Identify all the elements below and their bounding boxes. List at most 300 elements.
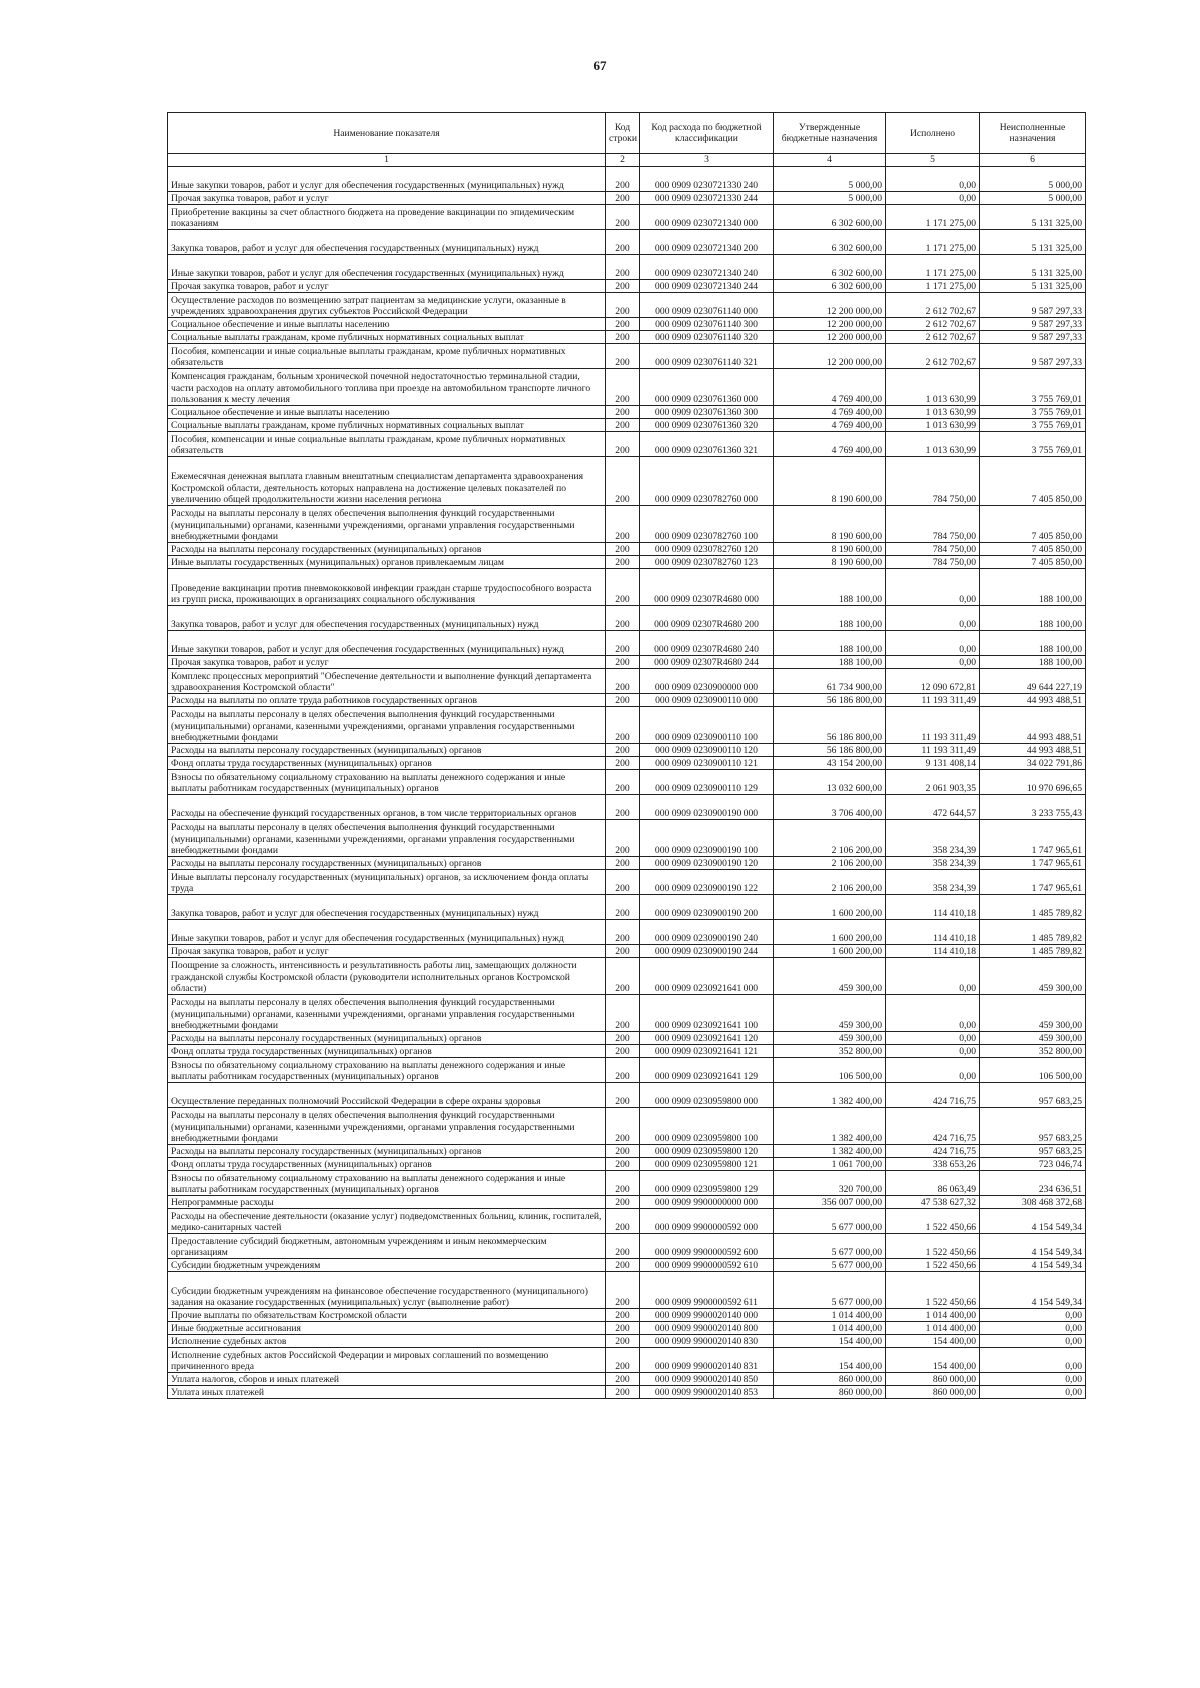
row-unexecuted: 957 683,25 [980,1108,1086,1145]
page-number: 67 [593,58,607,73]
row-kbk: 000 0909 02307R4680 000 [640,569,774,606]
row-name: Пособия, компенсации и иные социальные выплаты гражданам, кроме публичных нормативных обязательств [168,432,606,457]
row-unexecuted: 3 755 769,01 [980,406,1086,419]
row-approved: 8 190 600,00 [774,543,886,556]
row-code: 200 [606,857,640,870]
table-row [168,1108,1086,1145]
row-name: Иные выплаты персоналу государственных (муниципальных) органов, за исключением фонда оплаты труда [168,870,606,895]
row-kbk: 000 0909 0230721340 000 [640,205,774,230]
header-name: Наименование показателя [168,113,606,154]
row-name: Прочая закупка товаров, работ и услуг [168,192,606,205]
table-row [168,1272,1086,1309]
row-approved: 5 677 000,00 [774,1234,886,1259]
row-kbk: 000 0909 0230959800 121 [640,1158,774,1171]
row-code: 200 [606,656,640,669]
row-name: Взносы по обязательному социальному страхованию на выплаты денежного содержания и иные выплаты работникам государственных (муниципальных) органов [168,1171,606,1196]
table-row [168,318,1086,331]
row-unexecuted: 5 000,00 [980,192,1086,205]
table-row [168,1259,1086,1272]
row-name: Прочая закупка товаров, работ и услуг [168,656,606,669]
row-executed: 154 400,00 [886,1335,980,1348]
row-approved: 6 302 600,00 [774,205,886,230]
column-number: 6 [980,154,1086,167]
row-name: Непрограммные расходы [168,1196,606,1209]
row-executed: 0,00 [886,569,980,606]
table-row [168,820,1086,857]
row-code: 200 [606,432,640,457]
row-executed: 12 090 672,81 [886,669,980,694]
row-executed: 1 171 275,00 [886,280,980,293]
row-code: 200 [606,192,640,205]
row-approved: 56 186 800,00 [774,707,886,744]
row-code: 200 [606,744,640,757]
row-executed: 358 234,39 [886,857,980,870]
table-row [168,1032,1086,1045]
row-name: Расходы на выплаты персоналу в целях обеспечения выполнения функций государственными (муниципальными) органами, казенными учреждениями, органами управления государственными внебюджетными фондами [168,820,606,857]
table-row [168,1196,1086,1209]
row-code: 200 [606,1108,640,1145]
row-kbk: 000 0909 0230761360 000 [640,369,774,406]
row-code: 200 [606,770,640,795]
row-unexecuted: 7 405 850,00 [980,457,1086,506]
row-name: Социальное обеспечение и иные выплаты населению [168,406,606,419]
row-unexecuted: 352 800,00 [980,1045,1086,1058]
row-approved: 352 800,00 [774,1045,886,1058]
row-approved: 459 300,00 [774,958,886,995]
row-kbk: 000 0909 0230761360 321 [640,432,774,457]
row-unexecuted: 308 468 372,68 [980,1196,1086,1209]
row-name: Исполнение судебных актов Российской Федерации и мировых соглашений по возмещению причиненного вреда [168,1348,606,1373]
row-unexecuted: 1 485 789,82 [980,895,1086,920]
row-executed: 114 410,18 [886,920,980,945]
row-name: Поощрение за сложность, интенсивность и результативность работы лиц, замещающих должности гражданской службы Костромской области (руководители исполнительных органов Костромской области) [168,958,606,995]
row-executed: 1 013 630,99 [886,406,980,419]
row-unexecuted: 5 131 325,00 [980,230,1086,255]
row-unexecuted: 0,00 [980,1373,1086,1386]
row-executed: 1 171 275,00 [886,205,980,230]
row-code: 200 [606,344,640,369]
row-approved: 188 100,00 [774,606,886,631]
row-unexecuted: 9 587 297,33 [980,318,1086,331]
row-kbk: 000 0909 0230761140 321 [640,344,774,369]
row-code: 200 [606,1234,640,1259]
row-unexecuted: 7 405 850,00 [980,556,1086,569]
row-executed: 2 612 702,67 [886,344,980,369]
row-code: 200 [606,757,640,770]
row-approved: 4 769 400,00 [774,369,886,406]
table-row [168,606,1086,631]
row-code: 200 [606,167,640,192]
row-kbk: 000 0909 0230921641 120 [640,1032,774,1045]
row-kbk: 000 0909 0230921641 121 [640,1045,774,1058]
column-number: 5 [886,154,980,167]
row-name: Предоставление субсидий бюджетным, автономным учреждениям и иным некоммерческим организациям [168,1234,606,1259]
row-code: 200 [606,255,640,280]
table-row [168,331,1086,344]
table-row [168,1171,1086,1196]
row-approved: 61 734 900,00 [774,669,886,694]
row-kbk: 000 0909 0230721340 244 [640,280,774,293]
row-executed: 860 000,00 [886,1386,980,1399]
row-executed: 358 234,39 [886,820,980,857]
row-kbk: 000 0909 0230900190 100 [640,820,774,857]
row-approved: 43 154 200,00 [774,757,886,770]
row-code: 200 [606,1171,640,1196]
row-unexecuted: 459 300,00 [980,958,1086,995]
row-unexecuted: 10 970 696,65 [980,770,1086,795]
row-kbk: 000 0909 02307R4680 240 [640,631,774,656]
row-kbk: 000 0909 0230761140 320 [640,331,774,344]
table-row [168,543,1086,556]
row-unexecuted: 188 100,00 [980,569,1086,606]
row-name: Социальное обеспечение и иные выплаты населению [168,318,606,331]
row-kbk: 000 0909 0230900190 240 [640,920,774,945]
row-executed: 1 522 450,66 [886,1259,980,1272]
row-kbk: 000 0909 0230761360 320 [640,419,774,432]
row-unexecuted: 188 100,00 [980,606,1086,631]
row-unexecuted: 7 405 850,00 [980,506,1086,543]
row-name: Ежемесячная денежная выплата главным внештатным специалистам департамента здравоохранения Костромской области, деятельность которых направлена на достижение целевых показателей по увеличению общей продолжительности жизни населения региона [168,457,606,506]
row-approved: 2 106 200,00 [774,857,886,870]
row-unexecuted: 0,00 [980,1386,1086,1399]
row-name: Расходы на выплаты персоналу в целях обеспечения выполнения функций государственными (муниципальными) органами, казенными учреждениями, органами управления государственными внебюджетными фондами [168,1108,606,1145]
row-unexecuted: 0,00 [980,1322,1086,1335]
row-approved: 320 700,00 [774,1171,886,1196]
row-unexecuted: 9 587 297,33 [980,344,1086,369]
row-name: Фонд оплаты труда государственных (муниципальных) органов [168,1045,606,1058]
column-numbers-row [168,154,1086,167]
column-number: 3 [640,154,774,167]
row-kbk: 000 0909 0230761140 000 [640,293,774,318]
row-approved: 1 600 200,00 [774,945,886,958]
row-unexecuted: 1 747 965,61 [980,820,1086,857]
row-code: 200 [606,569,640,606]
row-unexecuted: 459 300,00 [980,1032,1086,1045]
row-kbk: 000 0909 9900020140 850 [640,1373,774,1386]
header-unexecuted: Неисполненные назначения [980,113,1086,154]
row-approved: 4 769 400,00 [774,419,886,432]
row-approved: 5 000,00 [774,192,886,205]
row-unexecuted: 0,00 [980,1335,1086,1348]
table-row [168,280,1086,293]
row-code: 200 [606,543,640,556]
row-code: 200 [606,331,640,344]
row-kbk: 000 0909 0230921641 000 [640,958,774,995]
row-name: Приобретение вакцины за счет областного бюджета на проведение вакцинации по эпидемическим показаниям [168,205,606,230]
table-row [168,506,1086,543]
row-approved: 154 400,00 [774,1348,886,1373]
row-unexecuted: 3 233 755,43 [980,795,1086,820]
row-name: Иные закупки товаров, работ и услуг для обеспечения государственных (муниципальных) нужд [168,631,606,656]
row-executed: 338 653,26 [886,1158,980,1171]
header-code: Код строки [606,113,640,154]
row-executed: 0,00 [886,958,980,995]
row-kbk: 000 0909 0230959800 100 [640,1108,774,1145]
table-row [168,757,1086,770]
row-name: Иные закупки товаров, работ и услуг для обеспечения государственных (муниципальных) нужд [168,167,606,192]
row-kbk: 000 0909 9900000000 000 [640,1196,774,1209]
row-approved: 1 061 700,00 [774,1158,886,1171]
table-row [168,1045,1086,1058]
row-code: 200 [606,1045,640,1058]
row-unexecuted: 5 131 325,00 [980,280,1086,293]
row-executed: 784 750,00 [886,506,980,543]
row-approved: 154 400,00 [774,1335,886,1348]
table-row [168,556,1086,569]
table-body [168,167,1086,1399]
row-unexecuted: 4 154 549,34 [980,1209,1086,1234]
row-unexecuted: 106 500,00 [980,1058,1086,1083]
row-code: 200 [606,230,640,255]
row-code: 200 [606,895,640,920]
row-name: Иные закупки товаров, работ и услуг для обеспечения государственных (муниципальных) нужд [168,920,606,945]
row-name: Расходы на выплаты персоналу государственных (муниципальных) органов [168,1032,606,1045]
row-approved: 1 600 200,00 [774,895,886,920]
row-kbk: 000 0909 9900020140 830 [640,1335,774,1348]
row-kbk: 000 0909 9900020140 831 [640,1348,774,1373]
row-executed: 860 000,00 [886,1373,980,1386]
table-row [168,895,1086,920]
row-name: Компенсация гражданам, больным хронической почечной недостаточностью терминальной стадии, части расходов на оплату автомобильного топлива при проезде на автомобильном транспорте личного пользования к месту лечения [168,369,606,406]
row-kbk: 000 0909 0230900110 120 [640,744,774,757]
table-row [168,870,1086,895]
row-name: Расходы на выплаты персоналу государственных (муниципальных) органов [168,543,606,556]
row-unexecuted: 5 131 325,00 [980,255,1086,280]
row-approved: 13 032 600,00 [774,770,886,795]
row-unexecuted: 3 755 769,01 [980,432,1086,457]
row-unexecuted: 3 755 769,01 [980,419,1086,432]
table-row [168,1158,1086,1171]
row-name: Комплекс процессных мероприятий "Обеспечение деятельности и выполнение функций департамента здравоохранения Костромской области" [168,669,606,694]
row-name: Иные закупки товаров, работ и услуг для обеспечения государственных (муниципальных) нужд [168,255,606,280]
table-row [168,293,1086,318]
row-executed: 0,00 [886,192,980,205]
row-code: 200 [606,995,640,1032]
row-code: 200 [606,1158,640,1171]
row-name: Расходы на обеспечение функций государственных органов, в том числе территориальных органов [168,795,606,820]
row-approved: 188 100,00 [774,569,886,606]
column-number: 1 [168,154,606,167]
row-executed: 11 193 311,49 [886,744,980,757]
row-approved: 5 677 000,00 [774,1259,886,1272]
row-kbk: 000 0909 0230721330 240 [640,167,774,192]
row-executed: 86 063,49 [886,1171,980,1196]
row-kbk: 000 0909 0230900190 200 [640,895,774,920]
table-row [168,432,1086,457]
table-row [168,656,1086,669]
row-kbk: 000 0909 9900000592 610 [640,1259,774,1272]
column-number: 2 [606,154,640,167]
table-row [168,369,1086,406]
row-executed: 114 410,18 [886,945,980,958]
row-executed: 1 522 450,66 [886,1234,980,1259]
row-unexecuted: 44 993 488,51 [980,744,1086,757]
row-code: 200 [606,606,640,631]
table-row [168,167,1086,192]
row-unexecuted: 723 046,74 [980,1158,1086,1171]
row-executed: 9 131 408,14 [886,757,980,770]
row-name: Социальные выплаты гражданам, кроме публичных нормативных социальных выплат [168,419,606,432]
row-approved: 6 302 600,00 [774,230,886,255]
row-name: Прочая закупка товаров, работ и услуг [168,945,606,958]
table-row [168,744,1086,757]
row-unexecuted: 49 644 227,19 [980,669,1086,694]
table-row [168,457,1086,506]
row-kbk: 000 0909 0230900000 000 [640,669,774,694]
row-code: 200 [606,1335,640,1348]
row-kbk: 000 0909 0230782760 100 [640,506,774,543]
table-row [168,1234,1086,1259]
row-name: Социальные выплаты гражданам, кроме публичных нормативных социальных выплат [168,331,606,344]
row-unexecuted: 5 000,00 [980,167,1086,192]
row-approved: 1 600 200,00 [774,920,886,945]
row-executed: 1 013 630,99 [886,419,980,432]
row-name: Расходы на выплаты персоналу в целях обеспечения выполнения функций государственными (муниципальными) органами, казенными учреждениями, органами управления государственными внебюджетными фондами [168,707,606,744]
row-approved: 56 186 800,00 [774,744,886,757]
row-unexecuted: 1 747 965,61 [980,857,1086,870]
row-unexecuted: 957 683,25 [980,1145,1086,1158]
table-row [168,230,1086,255]
row-kbk: 000 0909 0230900190 120 [640,857,774,870]
row-name: Уплата налогов, сборов и иных платежей [168,1373,606,1386]
row-kbk: 000 0909 0230900190 122 [640,870,774,895]
row-unexecuted: 44 993 488,51 [980,707,1086,744]
row-approved: 2 106 200,00 [774,870,886,895]
table-row [168,1058,1086,1083]
table-row [168,795,1086,820]
row-kbk: 000 0909 9900020140 853 [640,1386,774,1399]
row-kbk: 000 0909 0230721340 200 [640,230,774,255]
table-row [168,694,1086,707]
table-row [168,419,1086,432]
row-executed: 2 612 702,67 [886,331,980,344]
row-name: Расходы на выплаты персоналу государственных (муниципальных) органов [168,744,606,757]
row-unexecuted: 9 587 297,33 [980,331,1086,344]
table-row [168,1348,1086,1373]
row-code: 200 [606,920,640,945]
table-row [168,1373,1086,1386]
row-code: 200 [606,1032,640,1045]
row-executed: 424 716,75 [886,1083,980,1108]
row-approved: 8 190 600,00 [774,457,886,506]
row-code: 200 [606,1259,640,1272]
row-code: 200 [606,795,640,820]
row-name: Уплата иных платежей [168,1386,606,1399]
row-name: Фонд оплаты труда государственных (муниципальных) органов [168,757,606,770]
row-code: 200 [606,1322,640,1335]
row-approved: 1 014 400,00 [774,1309,886,1322]
header-executed: Исполнено [886,113,980,154]
row-approved: 4 769 400,00 [774,432,886,457]
table-row [168,569,1086,606]
row-approved: 188 100,00 [774,656,886,669]
row-kbk: 000 0909 02307R4680 200 [640,606,774,631]
row-executed: 784 750,00 [886,543,980,556]
row-executed: 47 538 627,32 [886,1196,980,1209]
row-executed: 0,00 [886,656,980,669]
row-executed: 2 061 903,35 [886,770,980,795]
budget-execution-table [167,112,1086,1399]
row-kbk: 000 0909 0230900190 000 [640,795,774,820]
row-approved: 12 200 000,00 [774,344,886,369]
row-executed: 2 612 702,67 [886,293,980,318]
table-row [168,1335,1086,1348]
row-kbk: 000 0909 0230721340 240 [640,255,774,280]
row-code: 200 [606,506,640,543]
row-approved: 6 302 600,00 [774,280,886,293]
row-executed: 1 522 450,66 [886,1209,980,1234]
row-name: Прочая закупка товаров, работ и услуг [168,280,606,293]
row-executed: 358 234,39 [886,870,980,895]
row-executed: 0,00 [886,1032,980,1045]
row-approved: 5 677 000,00 [774,1272,886,1309]
row-executed: 0,00 [886,631,980,656]
row-kbk: 000 0909 0230782760 123 [640,556,774,569]
table-row [168,770,1086,795]
row-name: Взносы по обязательному социальному страхованию на выплаты денежного содержания и иные выплаты работникам государственных (муниципальных) органов [168,770,606,795]
row-executed: 1 014 400,00 [886,1322,980,1335]
row-kbk: 000 0909 9900020140 800 [640,1322,774,1335]
row-code: 200 [606,1272,640,1309]
row-approved: 860 000,00 [774,1386,886,1399]
row-executed: 784 750,00 [886,457,980,506]
row-unexecuted: 957 683,25 [980,1083,1086,1108]
row-approved: 8 190 600,00 [774,506,886,543]
row-unexecuted: 188 100,00 [980,631,1086,656]
table-row [168,1309,1086,1322]
row-executed: 472 644,57 [886,795,980,820]
row-unexecuted: 4 154 549,34 [980,1234,1086,1259]
row-code: 200 [606,1058,640,1083]
row-approved: 12 200 000,00 [774,331,886,344]
row-executed: 1 171 275,00 [886,230,980,255]
row-unexecuted: 7 405 850,00 [980,543,1086,556]
row-code: 200 [606,631,640,656]
row-unexecuted: 3 755 769,01 [980,369,1086,406]
row-name: Фонд оплаты труда государственных (муниципальных) органов [168,1158,606,1171]
row-approved: 188 100,00 [774,631,886,656]
row-executed: 114 410,18 [886,895,980,920]
row-unexecuted: 459 300,00 [980,995,1086,1032]
row-kbk: 000 0909 0230921641 129 [640,1058,774,1083]
row-code: 200 [606,820,640,857]
row-kbk: 000 0909 0230782760 120 [640,543,774,556]
table-row [168,1386,1086,1399]
row-executed: 0,00 [886,995,980,1032]
table-row [168,631,1086,656]
row-name: Расходы на выплаты персоналу государственных (муниципальных) органов [168,1145,606,1158]
row-approved: 5 677 000,00 [774,1209,886,1234]
row-approved: 2 106 200,00 [774,820,886,857]
row-executed: 784 750,00 [886,556,980,569]
row-approved: 8 190 600,00 [774,556,886,569]
row-kbk: 000 0909 9900000592 611 [640,1272,774,1309]
row-executed: 424 716,75 [886,1108,980,1145]
row-unexecuted: 234 636,51 [980,1171,1086,1196]
row-executed: 1 171 275,00 [886,255,980,280]
row-executed: 0,00 [886,1045,980,1058]
row-code: 200 [606,1348,640,1373]
row-code: 200 [606,669,640,694]
row-name: Иные бюджетные ассигнования [168,1322,606,1335]
row-kbk: 000 0909 9900000592 600 [640,1234,774,1259]
row-approved: 56 186 800,00 [774,694,886,707]
row-executed: 154 400,00 [886,1348,980,1373]
row-code: 200 [606,457,640,506]
row-approved: 5 000,00 [774,167,886,192]
row-name: Расходы на выплаты персоналу в целях обеспечения выполнения функций государственными (муниципальными) органами, казенными учреждениями, органами управления государственными внебюджетными фондами [168,995,606,1032]
row-unexecuted: 188 100,00 [980,656,1086,669]
